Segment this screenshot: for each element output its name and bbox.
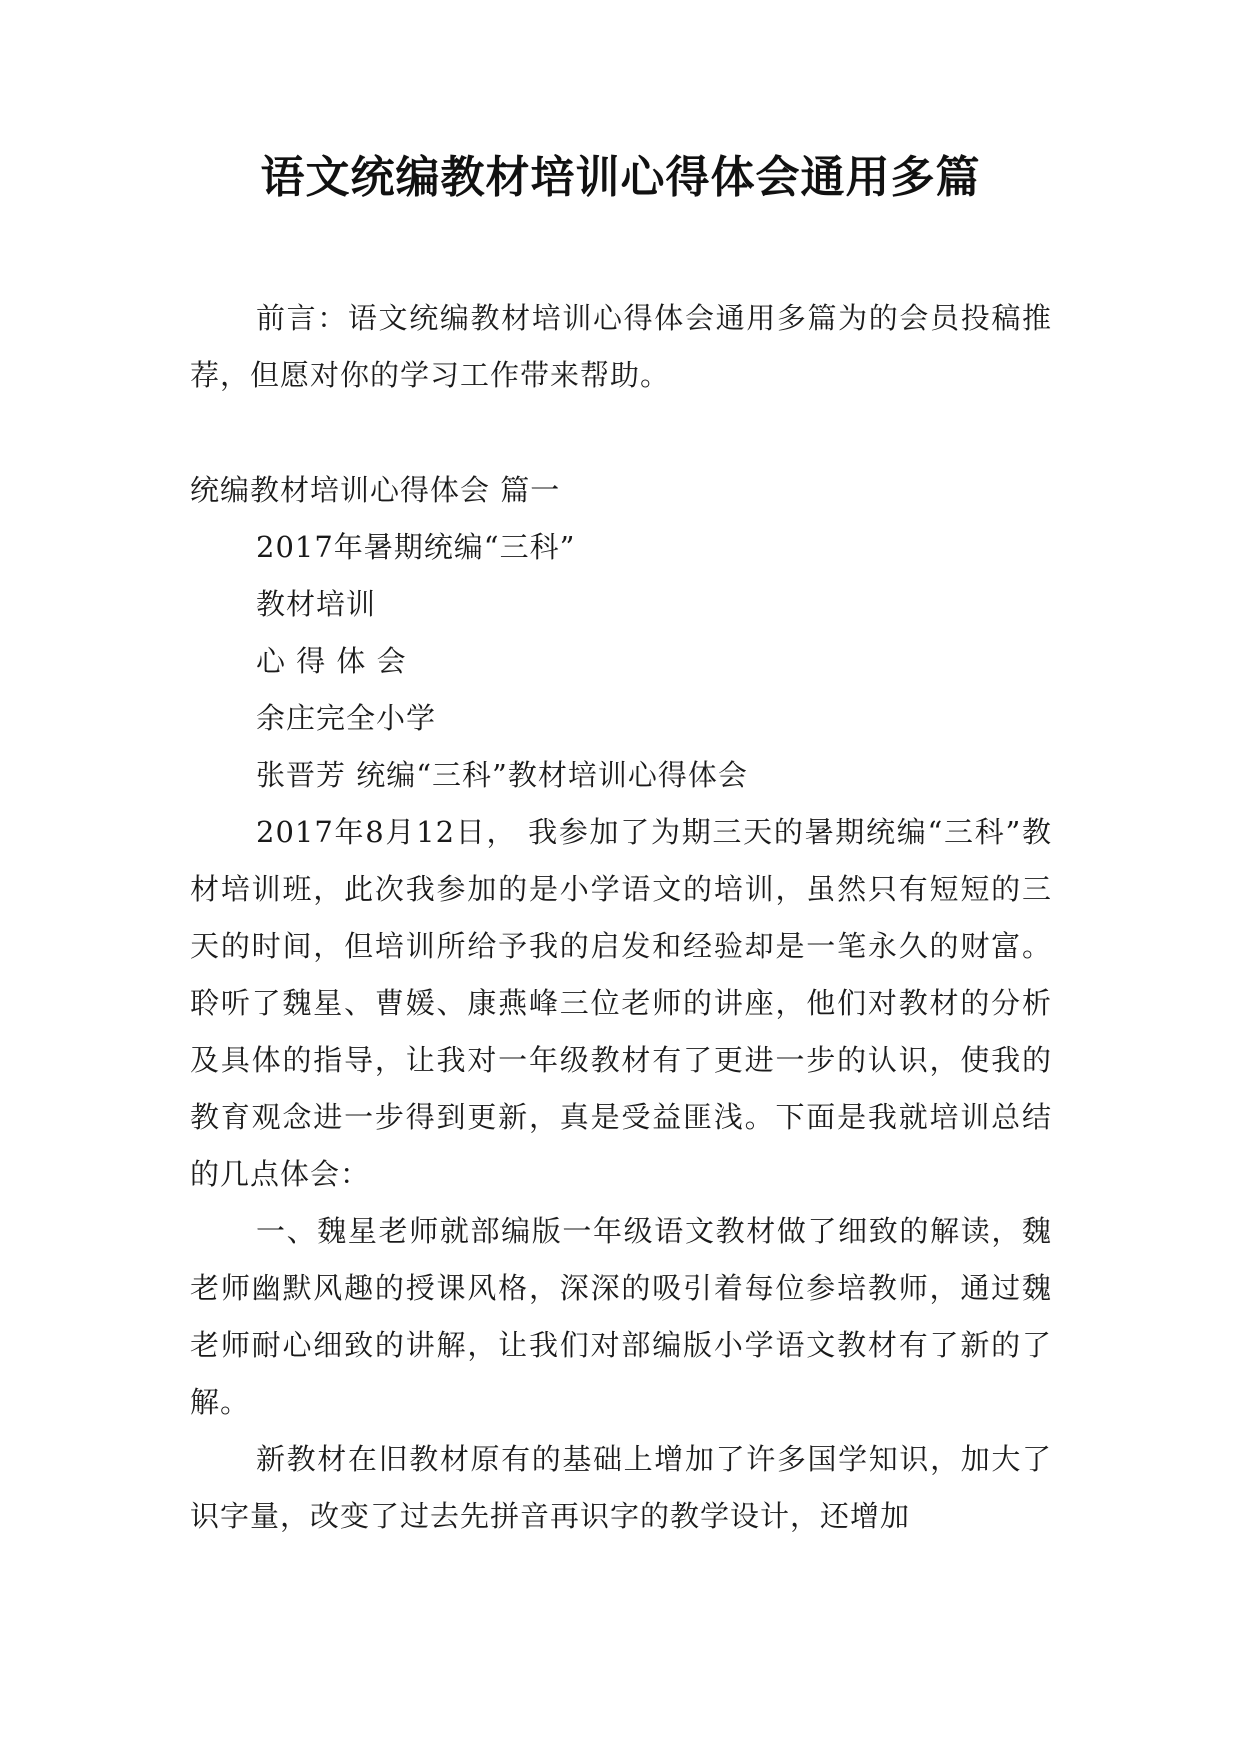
paragraph-2: 一、魏星老师就部编版一年级语文教材做了细致的解读，魏老师幽默风趣的授课风格，深深的吸引着每位参培教师，通过魏老师耐心细致的讲解，让我们对部编版小学语文教材有了新的了解。	[190, 1214, 1052, 1419]
year-line: 2017年暑期统编“三科”	[256, 530, 576, 564]
preface-paragraph: 前言：语文统编教材培训心得体会通用多篇为的会员投稿推荐，但愿对你的学习工作带来帮助。	[190, 301, 1052, 392]
paragraph-1: 2017年8月12日， 我参加了为期三天的暑期统编“三科”教材培训班，此次我参加的是小学语文的培训，虽然只有短短的三天的时间，但培训所给予我的启发和经验却是一笔永久的财富。聆听了魏星、曹媛、康燕峰三位老师的讲座，他们对教材的分析及具体的指导，让我对一年级教材有了更进一步的认识，使我的教育观念进一步得到更新，真是受益匪浅。下面是我就培训总结的几点体会：	[190, 815, 1052, 1191]
preface-block	[190, 290, 1052, 404]
document-title: 语文统编教材培训心得体会通用多篇	[260, 152, 981, 203]
article-body	[190, 462, 1052, 1545]
feelings-line: 心 得 体 会	[256, 644, 407, 678]
school-line: 余庄完全小学	[256, 701, 437, 735]
section-heading: 统编教材培训心得体会 篇一	[190, 473, 561, 507]
author-line: 张晋芳 统编“三科”教材培训心得体会	[256, 758, 748, 792]
training-line: 教材培训	[256, 587, 377, 621]
paragraph-3: 新教材在旧教材原有的基础上增加了许多国学知识，加大了识字量，改变了过去先拼音再识字的教学设计，还增加	[190, 1442, 1052, 1533]
